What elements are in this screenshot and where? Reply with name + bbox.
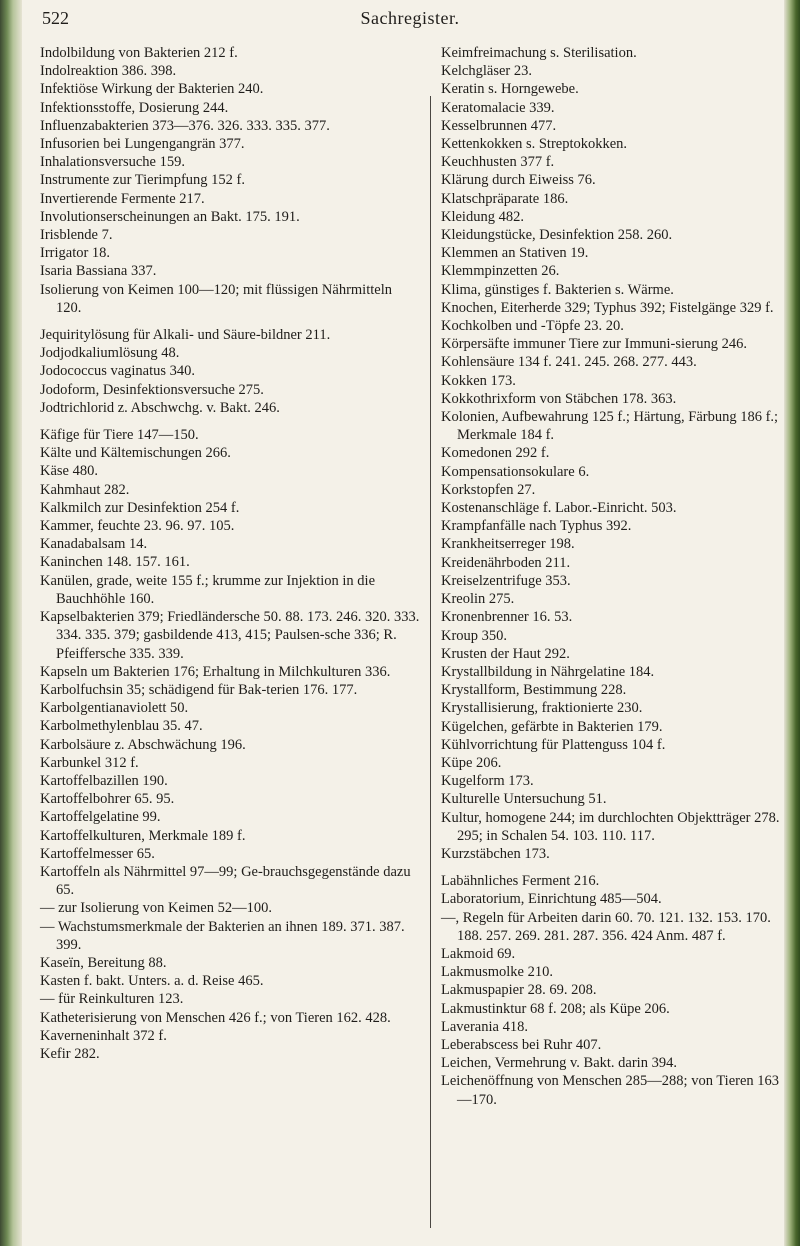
index-entry: Kostenanschläge f. Labor.-Einricht. 503. [441,500,677,517]
running-title: Sachregister. [360,8,460,28]
index-entry: Kolonien, Aufbewahrung 125 f.; Härtung, Färbung 186 f.; Merkmale 184 f. [441,409,779,444]
index-entry: Indolbildung von Bakterien 212 f. [40,45,238,61]
index-entry: Influenzabakterien 373—376. 326. 333. 335. 377. [40,117,330,134]
index-entry: Laboratorium, Einrichtung 485—504. [441,891,662,908]
index-entry: Kroup 350. [441,627,508,644]
index-entry: Komedonen 292 f. [441,445,550,462]
index-entry: Körpersäfte immuner Tiere zur Immuni-sierung 246. [441,336,748,353]
index-entry: Krystallisierung, fraktionierte 230. [441,700,643,717]
index-entry: Karbolmethylenblau 35. 47. [40,718,203,735]
index-entry: Jodococcus vaginatus 340. [40,363,196,380]
index-entry: Kartoffelbazillen 190. [40,772,168,789]
index-entry: Kettenkokken s. Streptokokken. [441,136,628,153]
index-entry: Karbolsäure z. Abschwächung 196. [40,736,246,753]
page-header [40,8,780,32]
index-entry: Käse 480. [40,463,98,480]
index-entry: Kesselbrunnen 477. [441,117,557,134]
index-entry: Instrumente zur Tierimpfung 152 f. [40,172,245,189]
index-entry: Inhalationsversuche 159. [40,154,185,171]
index-entry: Kartoffelmesser 65. [40,845,155,862]
index-entry: Kleidungstücke, Desinfektion 258. 260. [441,227,673,244]
index-entry: Jequiritylösung für Alkali- und Säure-bildner 211. [40,327,331,344]
index-entry: Kasten f. bakt. Unters. a. d. Reise 465. [40,973,264,990]
index-entry: Kelchgläser 23. [441,63,532,80]
index-entry: Irisblende 7. [40,227,113,244]
index-entry: Infektionsstoffe, Dosierung 244. [40,99,229,116]
index-entry: Keuchhusten 377 f. [441,154,555,171]
index-entry: Kochkolben und -Töpfe 23. 20. [441,318,624,335]
index-entry: Klemmpinzetten 26. [441,263,560,280]
index-entry: — zur Isolierung von Keimen 52—100. [40,900,272,917]
index-entry: Kleidung 482. [441,208,524,225]
index-entry: Lakmuspapier 28. 69. 208. [441,982,597,999]
index-entry: Kanadabalsam 14. [40,536,148,553]
index-entry: Jodoform, Desinfektionsversuche 275. [40,381,264,398]
index-entry: Irrigator 18. [40,245,111,262]
index-entry: Klatschpräparate 186. [441,190,569,207]
index-entry: Korkstopfen 27. [441,481,536,498]
index-entry: Katheterisierung von Menschen 426 f.; von Tieren 162. 428. [40,1009,391,1026]
index-entry: Laverania 418. [441,1018,528,1035]
index-column-left [40,44,420,1063]
index-entry: Lakmustinktur 68 f. 208; als Küpe 206. [441,1000,670,1017]
index-entry: Kurzstäbchen 173. [441,845,550,862]
index-entry: Keimfreimachung s. Sterilisation. [441,45,637,61]
index-entry: Keratomalacie 339. [441,99,555,116]
index-entry: Kartoffelbohrer 65. 95. [40,791,175,808]
index-entry: Kugelform 173. [441,773,534,790]
index-entry: Krusten der Haut 292. [441,645,570,662]
index-entry: Keratin s. Horngewebe. [441,81,579,98]
index-entry: Kapseln um Bakterien 176; Erhaltung in Milchkulturen 336. [40,663,391,680]
index-entry: Kompensationsokulare 6. [441,463,590,480]
index-entry: Invertierende Fermente 217. [40,190,205,207]
index-entry: Kühlvorrichtung für Plattenguss 104 f. [441,736,666,753]
index-entry: Knochen, Eiterherde 329; Typhus 392; Fistelgänge 329 f. [441,299,774,316]
index-entry: Leichenöffnung von Menschen 285—288; von Tieren 163—170. [441,1073,780,1108]
index-entry: Küpe 206. [441,754,502,771]
index-entry: Indolreaktion 386. 398. [40,63,177,80]
index-entry: —, Regeln für Arbeiten darin 60. 70. 121. 132. 153. 170. 188. 257. 269. 281. 287. 356. 424 Anm. 487 f. [441,909,771,944]
index-entry: Krankheitserreger 198. [441,536,575,553]
index-entry: Kultur, homogene 244; im durchlochten Objektträger 278. 295; in Schalen 54. 103. 110. 117. [441,809,780,844]
index-entry: Kälte und Kältemischungen 266. [40,445,231,462]
index-entry: Kapselbakterien 379; Friedländersche 50. 88. 173. 246. 320. 333. 334. 335. 379; gasbildende 413, 415; Paulsen-sche 336; R. Pfeiffersche 335. 339. [40,609,420,662]
index-entry: Leberabscess bei Ruhr 407. [441,1036,602,1053]
index-entry: Krystallform, Bestimmung 228. [441,682,627,699]
index-column-right [441,44,787,1109]
index-entry: Isaria Bassiana 337. [40,263,157,280]
index-entry: Infektiöse Wirkung der Bakterien 240. [40,81,264,98]
index-entry: Jodjodkaliumlösung 48. [40,345,180,362]
index-entry: Krystallbildung in Nährgelatine 184. [441,663,655,680]
page-number: 522 [42,8,69,28]
index-entry: Lakmoid 69. [441,945,516,962]
index-entry: Kokken 173. [441,372,516,389]
index-entry: Kaseïn, Bereitung 88. [40,954,167,971]
index-entry: Kalkmilch zur Desinfektion 254 f. [40,499,240,516]
index-entry: — Wachstumsmerkmale der Bakterien an ihnen 189. 371. 387. 399. [40,918,405,953]
index-entry: Kreolin 275. [441,591,515,608]
index-entry: Kügelchen, gefärbte in Bakterien 179. [441,718,663,735]
index-entry: Kartoffeln als Nährmittel 97—99; Ge-brauchsgegenstände dazu 65. [40,863,411,899]
index-entry: Lakmusmolke 210. [441,964,553,981]
index-entry: Isolierung von Keimen 100—120; mit flüssigen Nährmitteln 120. [40,281,392,316]
index-entry: Leichen, Vermehrung v. Bakt. darin 394. [441,1055,677,1072]
index-entry: Karbolgentianaviolett 50. [40,700,189,717]
index-entry: Kronenbrenner 16. 53. [441,609,573,626]
index-entry: Klemmen an Stativen 19. [441,245,589,262]
index-entry: Kulturelle Untersuchung 51. [441,791,607,808]
index-entry: Kanülen, grade, weite 155 f.; krumme zur Injektion in die Bauchhöhle 160. [40,572,376,607]
index-entry: Involutionserscheinungen an Bakt. 175. 191. [40,208,300,225]
index-entry: Kaninchen 148. 157. 161. [40,554,190,571]
index-entry: Kohlensäure 134 f. 241. 245. 268. 277. 443. [441,354,697,371]
index-entry: Kreiselzentrifuge 353. [441,572,571,589]
index-entry: Kartoffelgelatine 99. [40,809,161,826]
column-divider [430,96,431,1228]
index-entry: Kaverneninhalt 372 f. [40,1027,167,1044]
index-entry: Infusorien bei Lungengangrän 377. [40,136,245,153]
index-entry: Kreidenährboden 211. [441,554,571,571]
index-entry: Kahmhaut 282. [40,481,130,498]
index-entry: — für Reinkulturen 123. [40,991,184,1008]
index-entry: Karbolfuchsin 35; schädigend für Bak-terien 176. 177. [40,681,358,698]
index-entry: Jodtrichlorid z. Abschwchg. v. Bakt. 246. [40,399,280,416]
index-entry: Kartoffelkulturen, Merkmale 189 f. [40,827,246,844]
index-entry: Kammer, feuchte 23. 96. 97. 105. [40,518,235,535]
index-entry: Kefir 282. [40,1045,100,1062]
index-entry: Kokkothrixform von Stäbchen 178. 363. [441,390,677,407]
index-entry: Käfige für Tiere 147—150. [40,427,199,444]
index-entry: Krampfanfälle nach Typhus 392. [441,518,632,535]
index-entry: Klima, günstiges f. Bakterien s. Wärme. [441,281,674,298]
book-binding-edge [0,0,22,1246]
index-entry: Klärung durch Eiweiss 76. [441,172,596,189]
index-entry: Karbunkel 312 f. [40,754,139,771]
index-entry: Labähnliches Ferment 216. [441,873,600,890]
